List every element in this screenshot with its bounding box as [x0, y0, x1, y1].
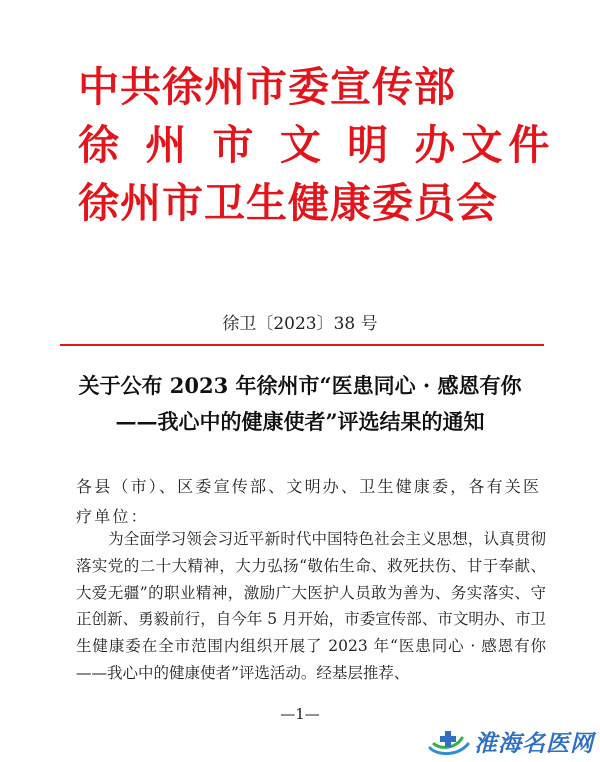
- masthead-line-propaganda-dept: 中共徐州市委宣传部: [78, 63, 456, 111]
- document-number: 徐卫〔2023〕38 号: [222, 314, 378, 334]
- title-line-2: ——我心中的健康使者”评选结果的通知: [115, 409, 485, 434]
- body-paragraph-text: 为全面学习领会习近平新时代中国特色社会主义思想，认真贯彻落实党的二十大精神，大力弘扬“敬佑生命、救死扶伤、甘于奉献、大爱无疆”的职业精神，激励广大医护人员敢为善为、务实落实、守正创新、勇毅前行，自今年 5 月开始，市委宣传部、市文明办、市卫生健康委在全市范围内组织开展了 2023 年“医患同心 · 感恩有你——我心中的健康使者”评选活动。经基层推荐、: [76, 530, 546, 682]
- red-divider: [60, 344, 544, 346]
- medical-cross-logo-icon: [428, 728, 470, 756]
- masthead-line-civilization-office: 徐 州 市 文 明 办文件: [78, 121, 556, 169]
- document-title: [40, 368, 560, 440]
- masthead-line-health-commission: 徐州市卫生健康委员会: [78, 179, 498, 227]
- body-paragraph: [76, 526, 546, 687]
- page-number: —1—: [280, 705, 320, 723]
- salutation: 各县（市）、区委宣传部、文明办、卫生健康委，各有关医疗单位：: [76, 477, 542, 526]
- title-line-1: 关于公布 2023 年徐州市“医患同心 · 感恩有你: [78, 373, 522, 398]
- watermark-text: 淮海名医网: [474, 731, 594, 757]
- site-watermark: [428, 725, 594, 758]
- document-masthead: [78, 58, 556, 232]
